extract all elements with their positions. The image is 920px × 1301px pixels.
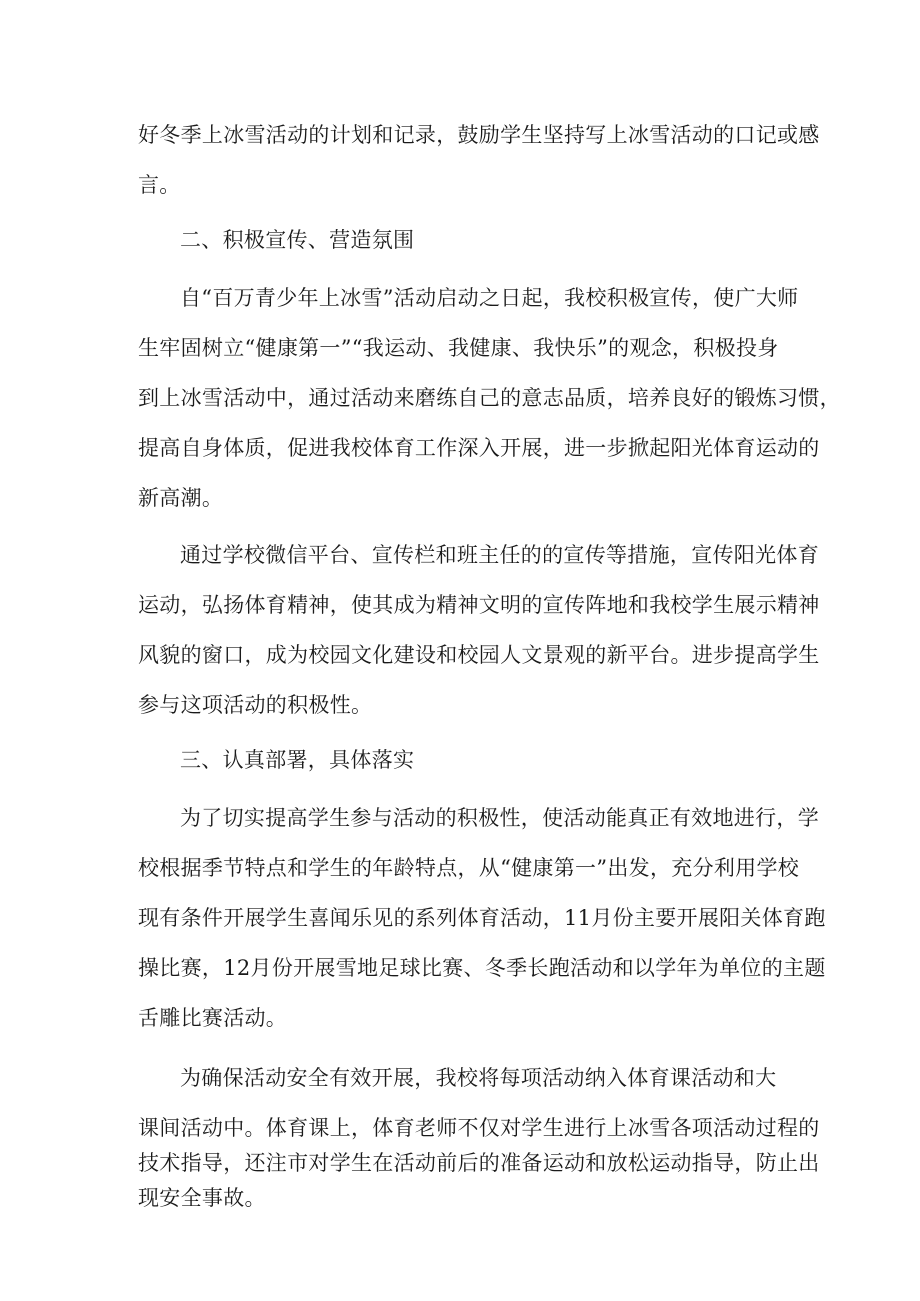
paragraph-3-line-4: 参与这项活动的积极性。 — [138, 693, 373, 717]
paragraph-5-line-1: 为确保活动安全有效开展，我校将每项活动纳入体育课活动和大 — [180, 1066, 777, 1090]
paragraph-3-line-1: 通过学校微信平台、宣传栏和班主任的的宣传等措施，宣传阳光体育 — [180, 543, 819, 567]
paragraph-2-line-3: 到上冰雪活动中，通过活动来磨练自己的意志品质，培养良好的锻炼习惯， — [138, 386, 841, 410]
paragraph-5-line-4: 现安全事故。 — [138, 1186, 266, 1210]
paragraph-3-line-3: 风貌的窗口，成为校园文化建设和校园人文景观的新平台。进步提高学生 — [138, 643, 820, 667]
paragraph-2-line-1: 自“百万青少年上冰雪”活动启动之日起，我校积极宣传，使广大师 — [180, 286, 799, 310]
paragraph-4-line-3: 现有条件开展学生喜闻乐见的系列体育活动，11月份主要开展阳关体育跑 — [138, 906, 826, 930]
paragraph-2-line-4: 提高自身体质，促进我校体育工作深入开展，进一步掀起阳光体育运动的 — [138, 436, 820, 460]
section-heading-2: 二、积极宣传、营造氛围 — [180, 228, 415, 252]
paragraph-5-line-3: 技术指导，还注市对学生在活动前后的准备运动和放松运动指导，防止出 — [138, 1151, 820, 1175]
paragraph-4-line-1: 为了切实提高学生参与活动的积极性，使活动能真正有效地进行，学 — [180, 806, 819, 830]
paragraph-5-line-2: 课间活动中。体育课上，体育老师不仅对学生进行上冰雪各项活动过程的 — [138, 1116, 820, 1140]
paragraph-4-line-2: 校根据季节特点和学生的年龄特点，从“健康第一”出发，充分利用学校 — [138, 856, 800, 880]
paragraph-2-line-5: 新高潮。 — [138, 486, 224, 510]
paragraph-4-line-5: 舌雕比赛活动。 — [138, 1006, 288, 1030]
paragraph-4-line-4: 操比赛，12月份开展雪地足球比赛、冬季长跑活动和以学年为单位的主题 — [138, 956, 826, 980]
paragraph-3-line-2: 运动，弘扬体育精神，使其成为精神文明的宣传阵地和我校学生展示精神 — [138, 593, 820, 617]
section-heading-3: 三、认真部署，具体落实 — [180, 748, 415, 772]
paragraph-1-line-2: 言。 — [138, 173, 181, 197]
paragraph-2-line-2: 生牢固树立“健康第一”“我运动、我健康、我快乐”的观念，积极投身 — [138, 336, 779, 360]
paragraph-1-line-1: 好冬季上冰雪活动的计划和记录，鼓励学生坚持写上冰雪活动的口记或感 — [138, 123, 820, 147]
